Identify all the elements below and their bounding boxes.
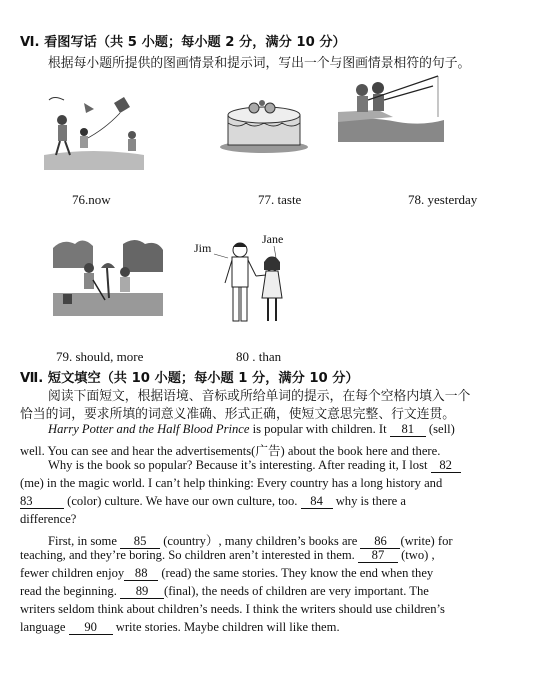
section7-instruction-line2: 恰当的词，要求所填的词意义准确、形式正确，使短文意思完整、行文连贯。 xyxy=(20,407,456,422)
blank-85[interactable]: 85 xyxy=(120,535,160,549)
blank-86[interactable]: 86 xyxy=(360,535,400,549)
passage-line-10 xyxy=(20,584,429,599)
blank-90[interactable]: 90 xyxy=(69,621,113,635)
passage-text: language xyxy=(20,620,69,634)
passage-line-4 xyxy=(20,476,442,491)
passage-text: Why is the book so popular? Because it’s interesting. After reading it, I lost xyxy=(48,458,431,472)
passage-text: (country）, many children’s books are xyxy=(160,534,361,548)
passage-line-2 xyxy=(20,440,440,459)
blank-88[interactable]: 88 xyxy=(124,567,158,581)
blank-81[interactable]: 81 xyxy=(390,423,426,437)
passage-text: read the beginning. xyxy=(20,584,121,598)
section6-title: Ⅵ. 看图写话（共 5 小题；每小题 2 分，满分 10 分） xyxy=(20,35,346,50)
item-77-label: 77. taste xyxy=(258,192,302,207)
blank-84[interactable]: 84 xyxy=(301,495,333,509)
passage-text: well. You can see and hear the advertisements(广告) about the book here and there. xyxy=(20,444,441,458)
passage-line-7 xyxy=(48,530,453,549)
passage-line-1 xyxy=(48,422,455,437)
passage-line-11 xyxy=(20,602,445,617)
passage-text: (two) , xyxy=(397,548,435,562)
passage-text: write stories. Maybe children will like them. xyxy=(112,620,340,634)
item-78-label: 78. yesterday xyxy=(408,192,478,207)
blank-87[interactable]: 87 xyxy=(358,549,398,563)
passage-line-12 xyxy=(20,620,340,635)
name-jim-label: Jim xyxy=(194,241,212,255)
picture-79-planting-trees xyxy=(53,238,163,316)
item-79-label: 79. should, more xyxy=(56,349,144,364)
passage-text: teaching, and they’re boring. So children aren’t interested in them. xyxy=(20,548,358,562)
passage-text: fewer children enjoy xyxy=(20,566,125,580)
item-80-label: 80 . than xyxy=(236,349,282,364)
passage-text: writers seldom think about children’s needs. I think the writers should use children’s xyxy=(20,602,445,616)
blank-82[interactable]: 82 xyxy=(431,459,461,473)
passage-text: (final), the needs of children are very important. The xyxy=(164,584,429,598)
section7-title: Ⅶ. 短文填空（共 10 小题；每小题 1 分，满分 10 分） xyxy=(20,371,359,386)
passage-line-6 xyxy=(20,512,76,527)
passage-line-3 xyxy=(48,458,461,473)
section7-instruction-line1: 阅读下面短文，根据语境、音标或所给单词的提示，在每个空格内填入一个 xyxy=(48,389,471,404)
picture-80-jim-jane xyxy=(192,228,312,328)
picture-76-kite-flying xyxy=(44,95,144,170)
picture-77-cake xyxy=(218,93,310,155)
picture-78-fishing xyxy=(338,72,444,142)
passage-line-8 xyxy=(20,548,435,563)
passage-text: (sell) xyxy=(425,422,455,436)
passage-text: difference? xyxy=(20,512,77,526)
item-76-label: 76.now xyxy=(72,192,111,207)
passage-text: (write) for xyxy=(400,534,453,548)
name-jane-label: Jane xyxy=(262,232,284,246)
passage-text: why is there a xyxy=(332,494,407,508)
passage-text: First, in some xyxy=(48,534,121,548)
book-title: Harry Potter and the Half Blood Prince xyxy=(48,422,250,436)
passage-line-5 xyxy=(20,494,406,509)
passage-line-9 xyxy=(20,566,433,581)
passage-text: (read) the same stories. They know the end when they xyxy=(158,566,434,580)
passage-text: (color) culture. We have our own culture, too. xyxy=(64,494,301,508)
passage-text: (me) in the magic world. I can’t help thinking: Every country has a long history and xyxy=(20,476,443,490)
passage-text: is popular with children. It xyxy=(249,422,390,436)
blank-83[interactable]: 83 xyxy=(20,495,64,509)
section6-instruction: 根据每小题所提供的图画情景和提示词，写出一个与图画情景相符的句子。 xyxy=(48,56,471,71)
blank-89[interactable]: 89 xyxy=(120,585,164,599)
